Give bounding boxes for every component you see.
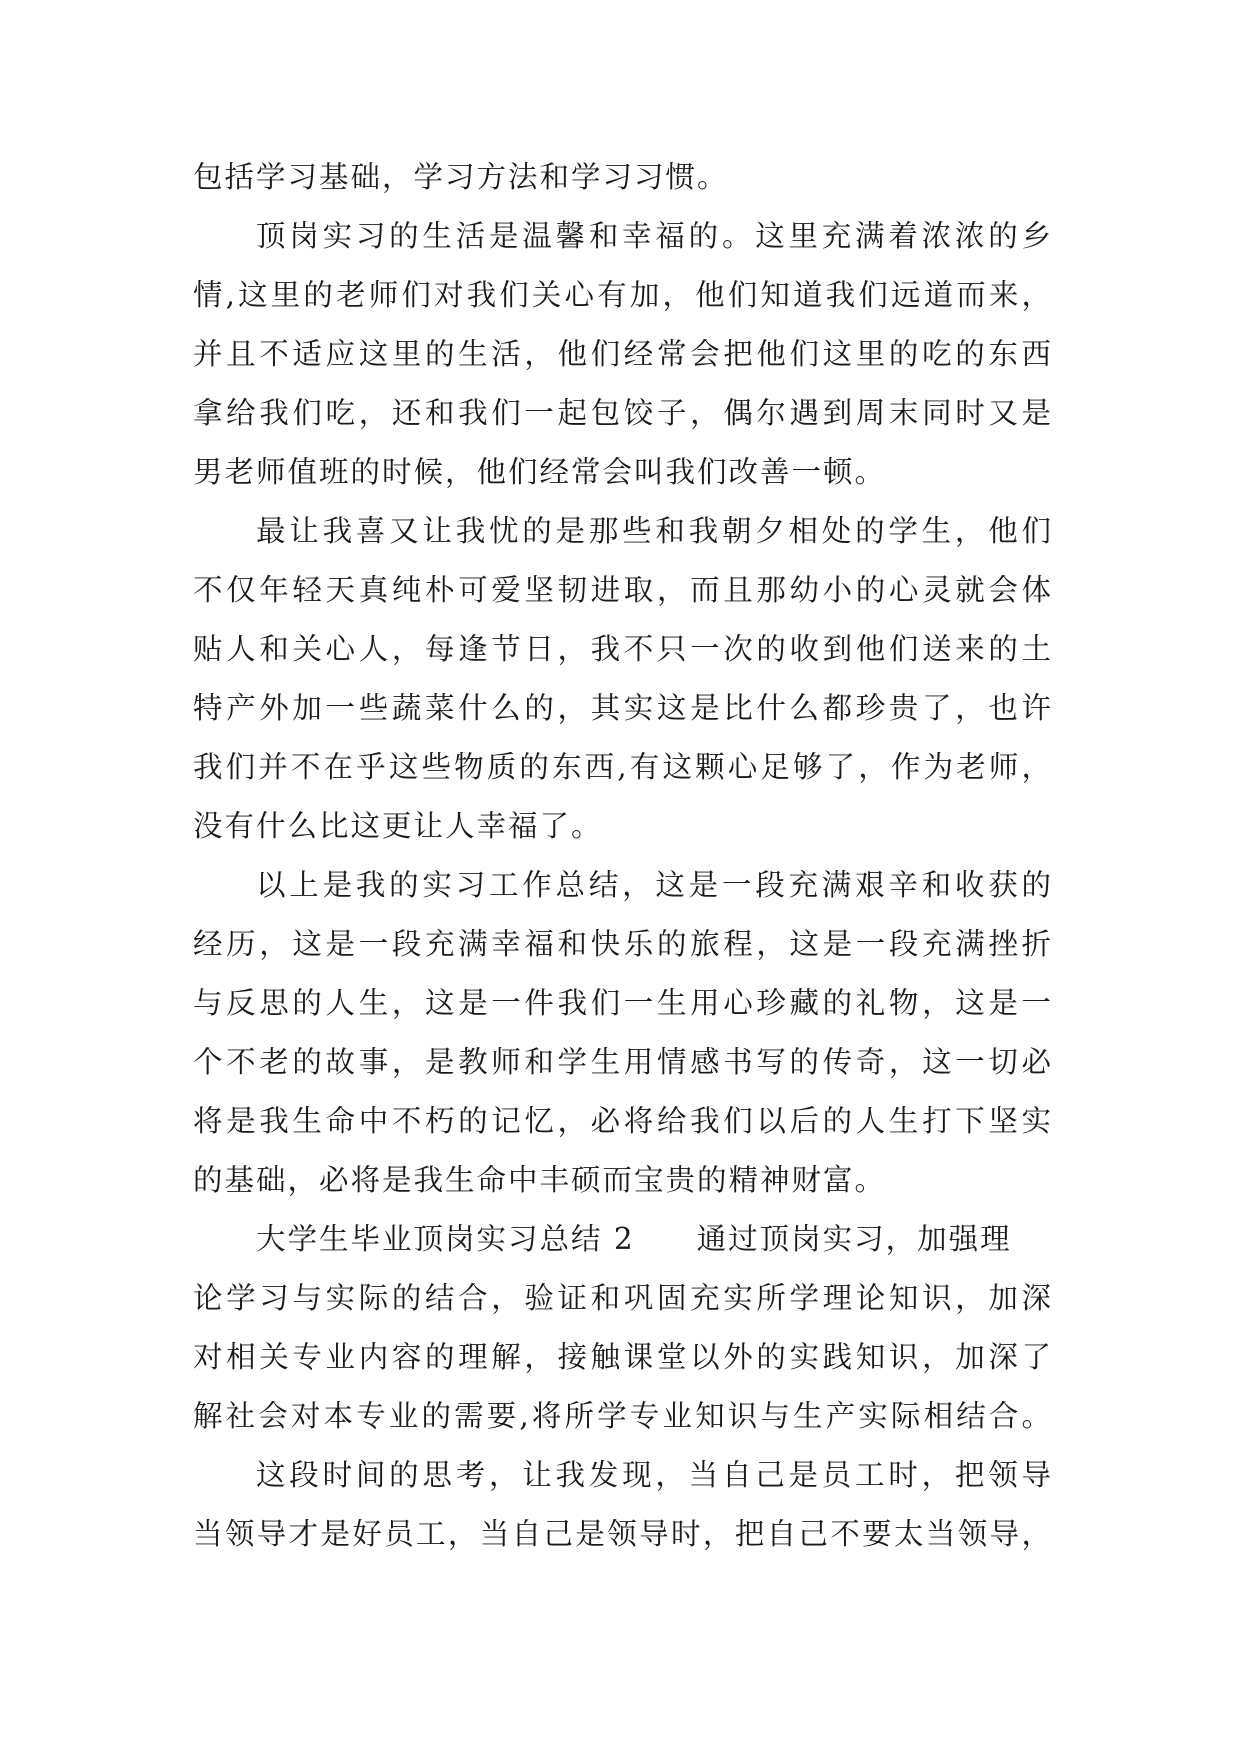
- heading-line-text: 通过顶岗实习，加强理: [696, 1222, 1012, 1256]
- text-line: 没有什么比这更让人幸福了。: [193, 809, 603, 843]
- text-line: 解社会对本专业的需要,将所学专业知识与生产实际相结合。: [193, 1399, 1053, 1433]
- text-line: 以上是我的实习工作总结，这是一段充满艰辛和收获的: [256, 868, 1053, 902]
- text-line: 将是我生命中不朽的记忆，必将给我们以后的人生打下坚实: [193, 1104, 1053, 1138]
- text-line: 不仅年轻天真纯朴可爱坚韧进取，而且那幼小的心灵就会体: [193, 573, 1053, 607]
- text-line: 个不老的故事，是教师和学生用情感书写的传奇，这一切必: [193, 1045, 1053, 1079]
- text-line: 当领导才是好员工，当自己是领导时，把自己不要太当领导，: [193, 1517, 1053, 1551]
- text-line: 特产外加一些蔬菜什么的，其实这是比什么都珍贵了，也许: [193, 691, 1053, 725]
- text-line: 贴人和关心人，每逢节日，我不只一次的收到他们送来的土: [193, 632, 1053, 666]
- text-line: 包括学习基础，学习方法和学习习惯。: [193, 160, 729, 194]
- text-line: 情,这里的老师们对我们关心有加，他们知道我们远道而来，: [193, 278, 1053, 312]
- section-heading-line: [193, 1210, 1053, 1269]
- document-body: [193, 148, 1053, 1564]
- text-line: 拿给我们吃，还和我们一起包饺子，偶尔遇到周末同时又是: [193, 396, 1053, 430]
- text-line: 的基础，必将是我生命中丰硕而宝贵的精神财富。: [193, 1163, 887, 1197]
- text-line: 我们并不在乎这些物质的东西,有这颗心足够了，作为老师，: [193, 750, 1053, 784]
- text-line: 对相关专业内容的理解，接触课堂以外的实践知识，加深了: [193, 1340, 1053, 1374]
- text-line: 最让我喜又让我忧的是那些和我朝夕相处的学生，他们: [256, 514, 1053, 548]
- text-line: 顶岗实习的生活是温馨和幸福的。这里充满着浓浓的乡: [256, 219, 1053, 253]
- text-line: 论学习与实际的结合，验证和巩固充实所学理论知识，加深: [193, 1281, 1053, 1315]
- text-line: 并且不适应这里的生活，他们经常会把他们这里的吃的东西: [193, 337, 1053, 371]
- text-line: 经历，这是一段充满幸福和快乐的旅程，这是一段充满挫折: [193, 927, 1053, 961]
- section-heading: 大学生毕业顶岗实习总结 2: [256, 1222, 635, 1256]
- text-line: 男老师值班的时候，他们经常会叫我们改善一顿。: [193, 455, 887, 489]
- text-line: 这段时间的思考，让我发现，当自己是员工时，把领导: [256, 1458, 1053, 1492]
- text-line: 与反思的人生，这是一件我们一生用心珍藏的礼物，这是一: [193, 986, 1053, 1020]
